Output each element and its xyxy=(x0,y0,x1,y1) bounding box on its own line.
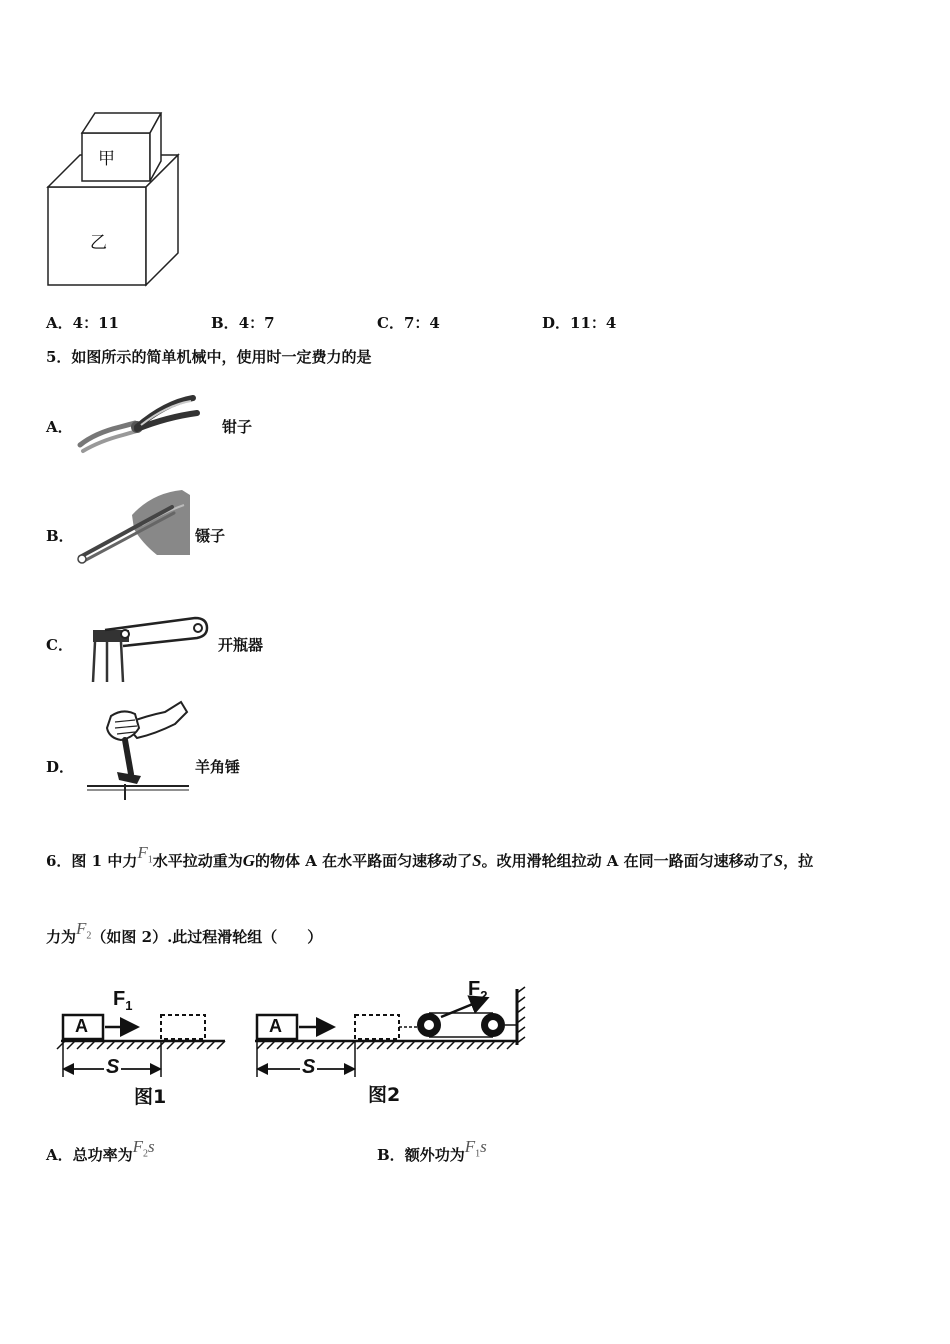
f1-subscript: 1 xyxy=(147,854,153,866)
fig2-block-label: A xyxy=(269,1016,282,1036)
pliers-icon xyxy=(75,393,205,455)
q4-option-c[interactable] xyxy=(377,312,440,333)
q6-line2-part2: （如图 2） xyxy=(91,928,168,946)
q6-math-g: G xyxy=(242,851,256,870)
q6-math-s1: S xyxy=(472,851,482,870)
q5-option-d-name: 羊角锤 xyxy=(195,758,241,776)
option-letter: A． xyxy=(46,314,73,332)
q6-math-f1 xyxy=(137,843,153,866)
stacked-cubes-figure xyxy=(40,105,190,295)
q6-line2-part1: 力为 xyxy=(46,928,77,946)
f2-symbol: F xyxy=(76,919,87,938)
option-math xyxy=(464,1137,487,1160)
q5-option-c-letter[interactable]: C． xyxy=(46,636,73,654)
option-letter: A． xyxy=(46,1146,73,1164)
bottle-opener-icon xyxy=(85,612,210,684)
option-text: 额外功为 xyxy=(404,1146,465,1164)
q6-stem-part2: 水平拉动重为 xyxy=(152,852,243,870)
fig1-caption: 图1 xyxy=(134,1086,167,1108)
option-text: 7：4 xyxy=(403,314,440,332)
cube-label-jia: 甲 xyxy=(98,149,115,169)
fig2-force-label xyxy=(468,978,487,1003)
claw-hammer-icon xyxy=(85,698,195,802)
math-subscript: 2 xyxy=(143,1148,149,1160)
fig1-force-subscript: 1 xyxy=(125,998,133,1013)
cube-label-yi: 乙 xyxy=(90,233,107,253)
q6-stem-part4: 。改用滑轮组拉动 A 在同一路面匀速移动了 xyxy=(481,852,774,870)
q4-option-a[interactable] xyxy=(46,312,119,333)
fig1-block-label: A xyxy=(75,1016,88,1036)
q5-stem: 5．如图所示的简单机械中，使用时一定费力的是 xyxy=(46,348,372,366)
q6-stem-part3: 的物体 A 在水平路面匀速移动了 xyxy=(255,852,473,870)
q5-option-b-letter[interactable]: B． xyxy=(46,527,74,545)
fig1-force-label xyxy=(113,988,132,1013)
q6-math-s2: S xyxy=(773,851,784,870)
q6-stem-part1: 6．图 1 中力 xyxy=(46,852,138,870)
q6-math-f2 xyxy=(76,919,92,942)
option-letter: D． xyxy=(542,314,571,332)
option-letter: C． xyxy=(377,314,404,332)
tweezers-icon xyxy=(72,485,192,565)
option-math xyxy=(132,1137,155,1160)
option-text: 总功率为 xyxy=(72,1146,133,1164)
q6-option-b[interactable] xyxy=(377,1137,487,1167)
q6-stem-line2 xyxy=(46,919,323,949)
fig2-caption: 图2 xyxy=(368,1084,401,1106)
q6-stem-part5: ，拉 xyxy=(783,852,814,870)
q5-option-b-name: 镊子 xyxy=(195,527,226,545)
q6-line2-part3: .此过程滑轮组（ ） xyxy=(167,928,323,946)
fig1-force-symbol: F xyxy=(113,988,126,1010)
option-letter: B． xyxy=(377,1146,405,1164)
q5-option-a-name: 钳子 xyxy=(222,418,253,436)
fig1-distance-label: S xyxy=(106,1056,120,1078)
option-text: 4：11 xyxy=(72,314,119,332)
q4-option-d[interactable] xyxy=(542,312,616,333)
math-symbol: F xyxy=(132,1137,144,1156)
math-symbol: F xyxy=(464,1137,476,1156)
math-tail: s xyxy=(148,1137,155,1156)
fig2-distance-label: S xyxy=(302,1056,316,1078)
q5-option-d-letter[interactable]: D． xyxy=(46,758,75,776)
fig2-force-symbol: F xyxy=(468,978,481,1000)
math-subscript: 1 xyxy=(475,1148,481,1160)
q6-stem-line1 xyxy=(46,843,906,873)
fig2-force-subscript: 2 xyxy=(480,988,488,1003)
q5-option-a-letter[interactable]: A． xyxy=(46,418,73,436)
q5-option-c-name: 开瓶器 xyxy=(218,636,264,654)
q6-option-a[interactable] xyxy=(46,1137,155,1167)
option-text: 4：7 xyxy=(238,314,275,332)
math-tail: s xyxy=(480,1137,487,1156)
q4-option-b[interactable] xyxy=(211,312,275,333)
f1-symbol: F xyxy=(137,843,148,862)
f2-subscript: 2 xyxy=(86,930,92,942)
option-text: 11：4 xyxy=(570,314,617,332)
option-letter: B． xyxy=(211,314,239,332)
